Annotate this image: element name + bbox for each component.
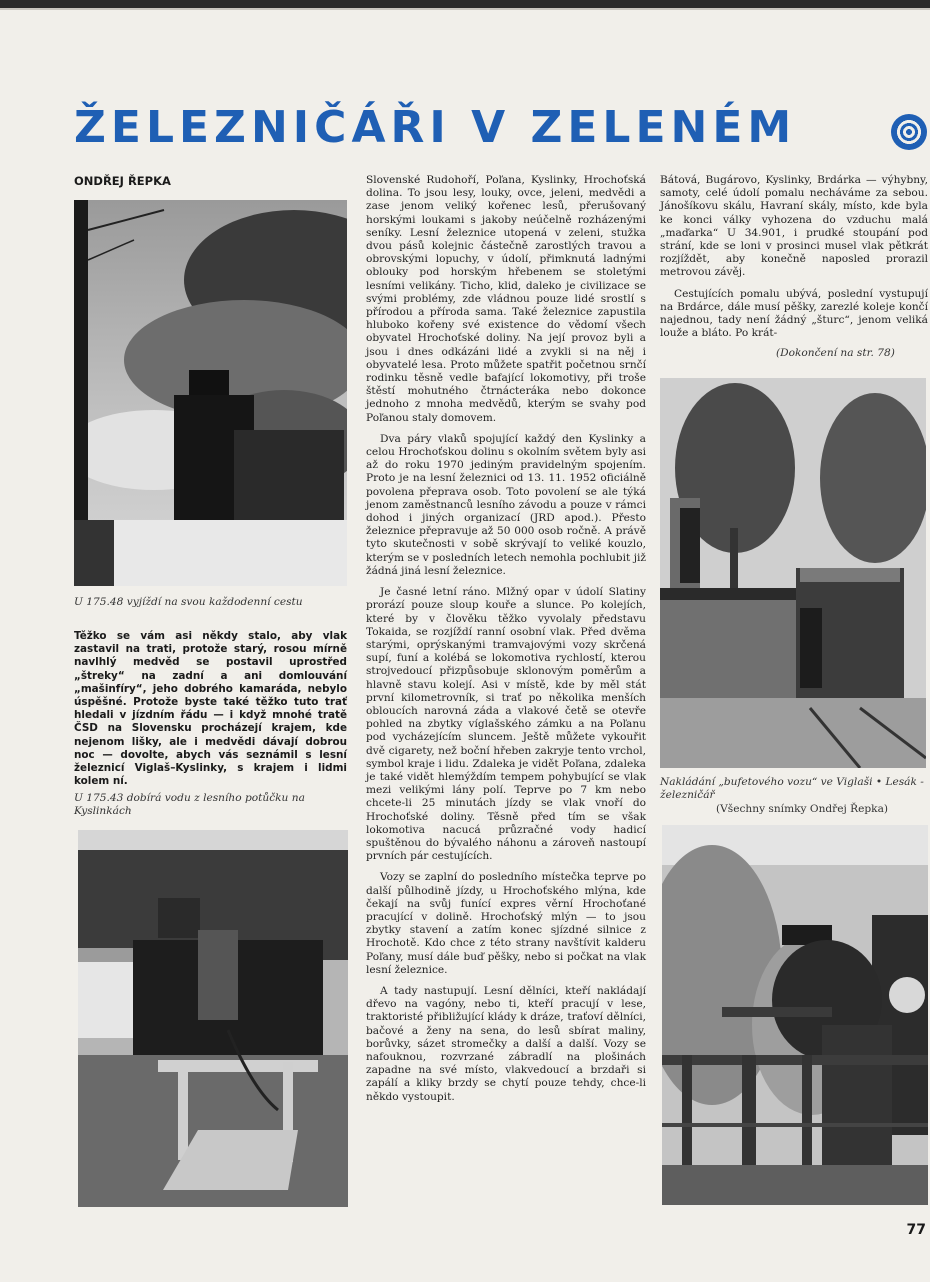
paragraph: Cestujících pomalu ubývá, poslední vystupují na Brdárce, dále musí pěšky, zarezlé koleje končí najednou, tady není žádný „šturc“, jenom veliká louže a bláto. Po krát- xyxy=(660,287,928,340)
target-ornament-icon xyxy=(891,114,927,150)
right-column xyxy=(660,174,928,348)
photo-railway-worker xyxy=(662,825,928,1205)
paragraph: A tady nastupují. Lesní dělníci, kteří nakládají dřevo na vagóny, nebo ti, kteří pracují v lese, traktoristé přibližující klády k dráze, traťoví dělníci, bačové a ženy na sena, do lesů sbírat maliny, borůvky, sázet stromečky a další a další. Vozy se nafouknou, rozvrzané zábradlí na plošinách zapadne na své místo, vlakvedoucí a brzdaři si zapálí a kliky brzdy se chytí pouze tehdy, chce-li někdo vystoupit. xyxy=(366,984,646,1103)
paragraph: Dva páry vlaků spojující každý den Kyslinky a celou Hrochoťskou dolinu s okolním světem byly asi až do roku 1970 jediným pravidelným spojením. Proto je na lesní železnici od 13. 11. 1952 oficiálně povolena přeprava osob. Toto povolení se ale týká jenom zaměstnanců lesního závodu a pouze v rámci dohod i jiných organizací (JRD apod.). Přesto železnice přepravuje až 50 000 osob ročně. A právě tyto skutečnosti v sobě skrývají to veliké kouzlo, kterým se v posledních letech nemohla pochlubit již žádná jiná lesní železnice. xyxy=(366,432,646,577)
photo-locomotive-water xyxy=(78,830,348,1207)
paragraph: Slovenské Rudohoří, Poľana, Kyslinky, Hrochoťská dolina. To jsou lesy, louky, ovce, jeleni, medvědi a zase jenom veliký kořenec lesů, přerušovaný horskými loukami s jakoby neúčelně rozházenými seníky. Lesní železnice utopená v zeleni, stužka dvou pásů kolejnic částečně zarostlých travou a obrovskými lopuchy, v údolí, přimknutá ladnými oblouky pod horským hřebenem se stoletými lesními velikány. Ticho, klid, daleko je civilizace se svými problémy, zde vládnou pouze lidé srostlí s přírodou a příroda sama. Také železnice zapustila hluboko kořeny své existence do vědomí všech obyvatel Hrochoťské doliny. Na její provoz byli a jsou i dnes odkázáni lidé a zvykli si na něj i obyvatelé lesa. Proto můžete spatřit početnou srnčí rodinku těsně vedle bafající lokomotivy, při troše štěstí mohutného čtrnácteráka nebo dokonce jednoho z mnoha medvědů, kterým se svahy pod Poľanou staly domovem. xyxy=(366,174,646,424)
photo-caption: U 175.43 dobírá vodu z lesního potůčku na Kyslinkách xyxy=(74,792,305,817)
paragraph: Je časné letní ráno. Mlžný opar v údolí Slatiny prorází pouze sloup kouře a slunce. Po kolejích, které by v člověku těžko vyvolaly představu Tokaida, se rozjíždí ranní osobní vlak. Před dvěma starými, oprýskanými tramvajovými vozy skrčená supí, funí a kolébá se lokomotiva rychlostí, kterou strojvedoucí přizpůsobuje sklonovým poměrům a hlavně stavu kolejí. Asi v místě, kde by měl stát první kilometrovník, si trať po několika menších obloucích narovná záda a vlakové četě se otevře pohled na zbytky víglašského zámku a na Poľanu pod vycházejícím sluncem. Ještě můžete vykouřit dvě cigarety, než boční hřeben zakryje tento vrchol, symbol kraje i lidu. Zdaleka je vidět Poľana, zdaleka je také vidět hlemýždím tempem pohybující se vlak mezi velikými lány polí. Teprve po 7 km nebo chcete-li 25 minutách jízdy se vlak vnoří do Hrochoťské doliny. Těsně před tím se však lokomotiva nacucá průzračné vody hadicí spuštěnou do bývalého náhonu a zároveň nastoupí prvních pár cestujících. xyxy=(366,586,646,863)
magazine-page xyxy=(0,8,930,1282)
photo-locomotive-smoke xyxy=(74,200,347,586)
article-title: ŽELEZNIČÁŘI V ZELENÉM xyxy=(74,102,797,153)
author-name: ONDŘEJ ŘEPKA xyxy=(74,174,171,188)
lead-paragraph: Těžko se vám asi někdy stalo, aby vlak zastavil na trati, protože starý, rosou mírně navlhlý medvěd se postavil uprostřed „štreky“ na zadní a ani domlouvání „mašinfíry“, jeho dobrého kamaráda, nebylo úspěšné. Protože byste také těžko tuto trať hledali v jízdním řádu — i když mnohé tratě ČSD na Slovensku procházejí krajem, kde nejenom lišky, ale i medvědi dávají dobrou noc — dovolte, abych vás seznámil s lesní železnicí Viglaš–Kyslinky, s krajem i lidmi kolem ní. xyxy=(74,630,347,788)
photo-caption: Nakládání „bufetového vozu“ ve Viglaši • Lesák - železničář xyxy=(660,776,924,801)
page-number: 77 xyxy=(906,1222,926,1238)
continued-note: (Dokončení na str. 78) xyxy=(776,347,895,359)
photo-credit: (Všechny snímky Ondřej Řepka) xyxy=(716,803,889,815)
photo-caption: U 175.48 vyjíždí na svou každodenní cestu xyxy=(74,596,303,608)
middle-column xyxy=(366,174,646,1112)
photo-loading-car xyxy=(660,378,926,768)
paragraph: Bátová, Bugárovo, Kyslinky, Brdárka — výhybny, samoty, celé údolí pomalu necháváme za sebou. Jánošíkovu skálu, Havraní skály, místo, kde byla ke konci války vyhozena do vzduchu malá „maďarka“ U 34.901, i prudké stoupání pod strání, kde se loni v prosinci musel vlak pětkrát rozjíždět, aby konečně naposled prorazil metrovou závěj. xyxy=(660,174,928,279)
paragraph: Vozy se zaplní do posledního místečka teprve po další půlhodině jízdy, u Hrochoťského mlýna, kde čekají na svůj funící expres věrní Hrochoťané pracující v dolině. Hrochoťský mlýn — to jsou zbytky stavení a zatím konec sjízdné silnice z Hrochotě. Kdo chce z této strany navštívit kalderu Poľany, musí dále buď pěšky, nebo si počkat na vlak lesní železnice. xyxy=(366,871,646,976)
